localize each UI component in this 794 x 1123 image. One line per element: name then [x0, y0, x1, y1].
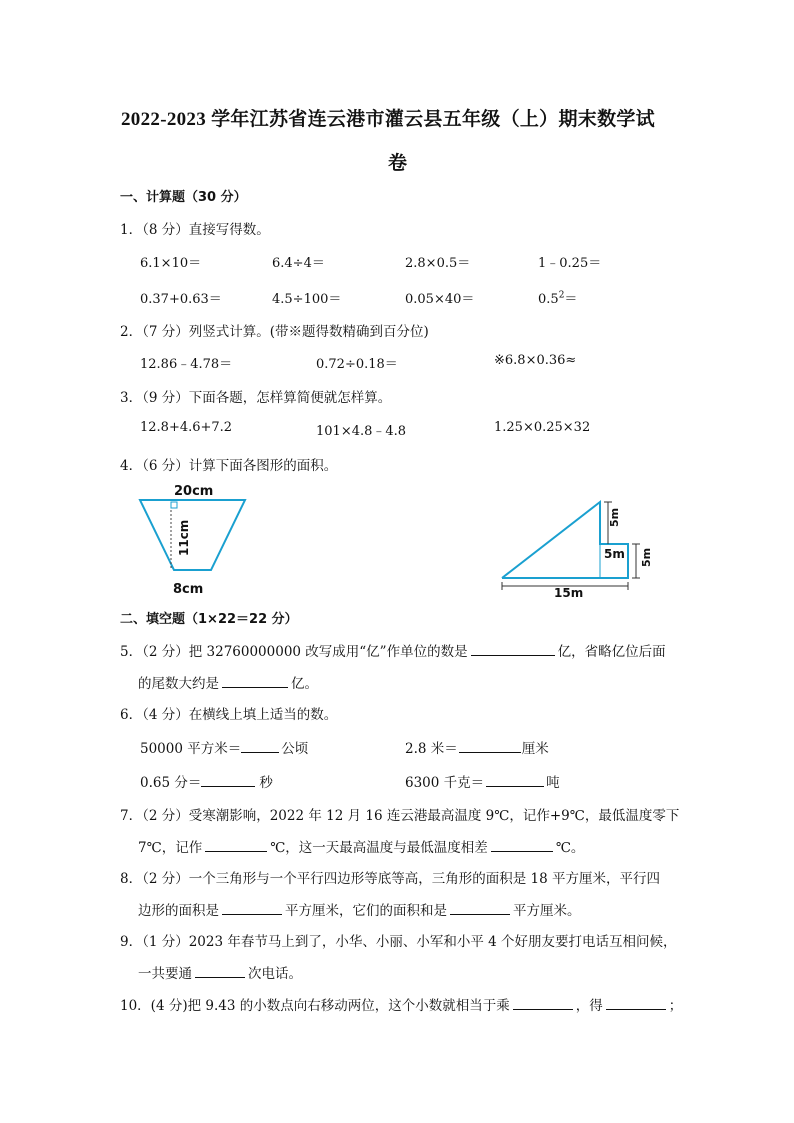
trapezoid-figure: [130, 478, 260, 600]
section-heading-fill: 二、填空题（1×22＝22 分）: [120, 612, 298, 627]
q1-item: 6.4÷4＝: [272, 256, 325, 271]
answer-blank[interactable]: [205, 837, 267, 852]
power-base: 0.5: [538, 292, 559, 307]
q10-text: ，得: [575, 998, 603, 1014]
question-4: 4．（6 分）计算下面各图形的面积。: [120, 458, 338, 474]
q5-text: 亿，省略亿位后面: [557, 644, 666, 660]
q10-text: ；: [668, 998, 683, 1014]
answer-blank[interactable]: [471, 641, 555, 656]
q6-item: [140, 771, 273, 791]
page-title-continued: 卷: [388, 153, 408, 174]
q9-text: 一共要通: [138, 966, 192, 982]
power-exponent: 2: [558, 290, 565, 301]
q6-text: 0.65 分＝: [140, 775, 202, 791]
q3-item: 12.8+4.6+7.2: [140, 420, 233, 435]
answer-blank[interactable]: [459, 738, 521, 753]
q8-text: 平方厘米。: [513, 903, 581, 919]
q5-text: 亿。: [291, 676, 318, 692]
answer-blank[interactable]: [450, 900, 510, 915]
q9-text: 次电话。: [248, 966, 302, 982]
q6-unit: 秒: [259, 775, 273, 791]
dim-label-step: 5m: [604, 547, 625, 561]
question-6: 6．（4 分）在横线上填上适当的数。: [120, 707, 338, 723]
q6-unit: 厘米: [521, 741, 549, 757]
section-heading-calc: 一、计算题（30 分）: [120, 190, 247, 205]
question-8-cont: [138, 899, 581, 919]
answer-blank[interactable]: [195, 963, 245, 978]
q10-text: 10．(4 分)把 9.43 的小数点向右移动两位，这个小数就相当于乘: [120, 998, 510, 1014]
question-7-cont: [138, 836, 584, 856]
q8-text: 边形的面积是: [138, 903, 219, 919]
power-equals: ＝: [564, 292, 578, 307]
question-7: 7．（2 分）受寒潮影响，2022 年 12 月 16 连云港最高温度 9℃，记作+9℃，最低温度零下: [120, 808, 680, 824]
q1-item: 1﹣0.25＝: [538, 256, 602, 271]
q1-item-power: [538, 288, 577, 307]
answer-blank[interactable]: [222, 900, 282, 915]
right-angle-mark: [171, 502, 177, 508]
q6-unit: 吨: [546, 775, 560, 791]
q1-item: 0.37+0.63＝: [140, 292, 222, 307]
q1-item: 0.05×40＝: [405, 292, 475, 307]
q6-text: 50000 平方米＝: [140, 741, 242, 757]
question-10: [120, 994, 682, 1014]
q1-item: 4.5÷100＝: [272, 292, 342, 307]
trapezoid-bottom-label: 8cm: [173, 582, 204, 597]
q7-text: ℃，这一天最高温度与最低温度相差: [270, 840, 488, 856]
composite-figure: [496, 494, 666, 604]
q1-item: 6.1×10＝: [140, 256, 202, 271]
question-5: [120, 640, 666, 660]
q3-item: 1.25×0.25×32: [494, 420, 591, 435]
answer-blank[interactable]: [606, 995, 666, 1010]
question-1: 1．（8 分）直接写得数。: [120, 222, 270, 238]
q6-unit: 公顷: [281, 741, 309, 757]
q2-item: 0.72÷0.18＝: [316, 357, 398, 372]
answer-blank[interactable]: [222, 673, 288, 688]
q2-item: ※6.8×0.36≈: [494, 353, 577, 368]
page-title: 2022-2023 学年江苏省连云港市灌云县五年级（上）期末数学试: [121, 109, 655, 130]
q3-item: 101×4.8﹣4.8: [316, 424, 407, 439]
trapezoid-height-label: 11cm: [177, 519, 191, 556]
q5-text: 的尾数大约是: [138, 676, 219, 692]
trapezoid-shape: [140, 500, 245, 570]
dim-label-base: 15m: [554, 586, 584, 600]
question-8: 8．（2 分）一个三角形与一个平行四边形等底等高，三角形的面积是 18 平方厘米，平行四: [120, 871, 660, 887]
q7-text: 7℃，记作: [138, 840, 203, 856]
q6-text: 6300 千克＝: [405, 775, 485, 791]
q8-text: 平方厘米，它们的面积和是: [285, 903, 447, 919]
answer-blank[interactable]: [486, 772, 544, 787]
q1-item: 2.8×0.5＝: [405, 256, 471, 271]
q6-item: [140, 737, 308, 757]
answer-blank[interactable]: [513, 995, 573, 1010]
q6-item: [405, 737, 549, 757]
q5-text: 5．（2 分）把 32760000000 改写成用“亿”作单位的数是: [120, 644, 468, 660]
q6-text: 2.8 米＝: [405, 741, 458, 757]
q2-item: 12.86﹣4.78＝: [140, 357, 233, 372]
question-3: 3．（9 分）下面各题，怎样算简便就怎样算。: [120, 390, 392, 406]
question-5-cont: [138, 672, 318, 692]
question-9: 9．（1 分）2023 年春节马上到了，小华、小丽、小军和小平 4 个好朋友要打电话互相问候，: [120, 934, 677, 950]
dim-label-top: 5m: [608, 507, 621, 527]
question-9-cont: [138, 962, 302, 982]
question-2: 2．（7 分）列竖式计算。(带※题得数精确到百分位): [120, 324, 429, 340]
trapezoid-top-label: 20cm: [174, 484, 214, 499]
answer-blank[interactable]: [491, 837, 553, 852]
q7-text: ℃。: [555, 840, 585, 856]
q6-item: [405, 771, 560, 791]
answer-blank[interactable]: [241, 738, 279, 753]
dim-label-right: 5m: [640, 547, 653, 567]
answer-blank[interactable]: [201, 772, 255, 787]
